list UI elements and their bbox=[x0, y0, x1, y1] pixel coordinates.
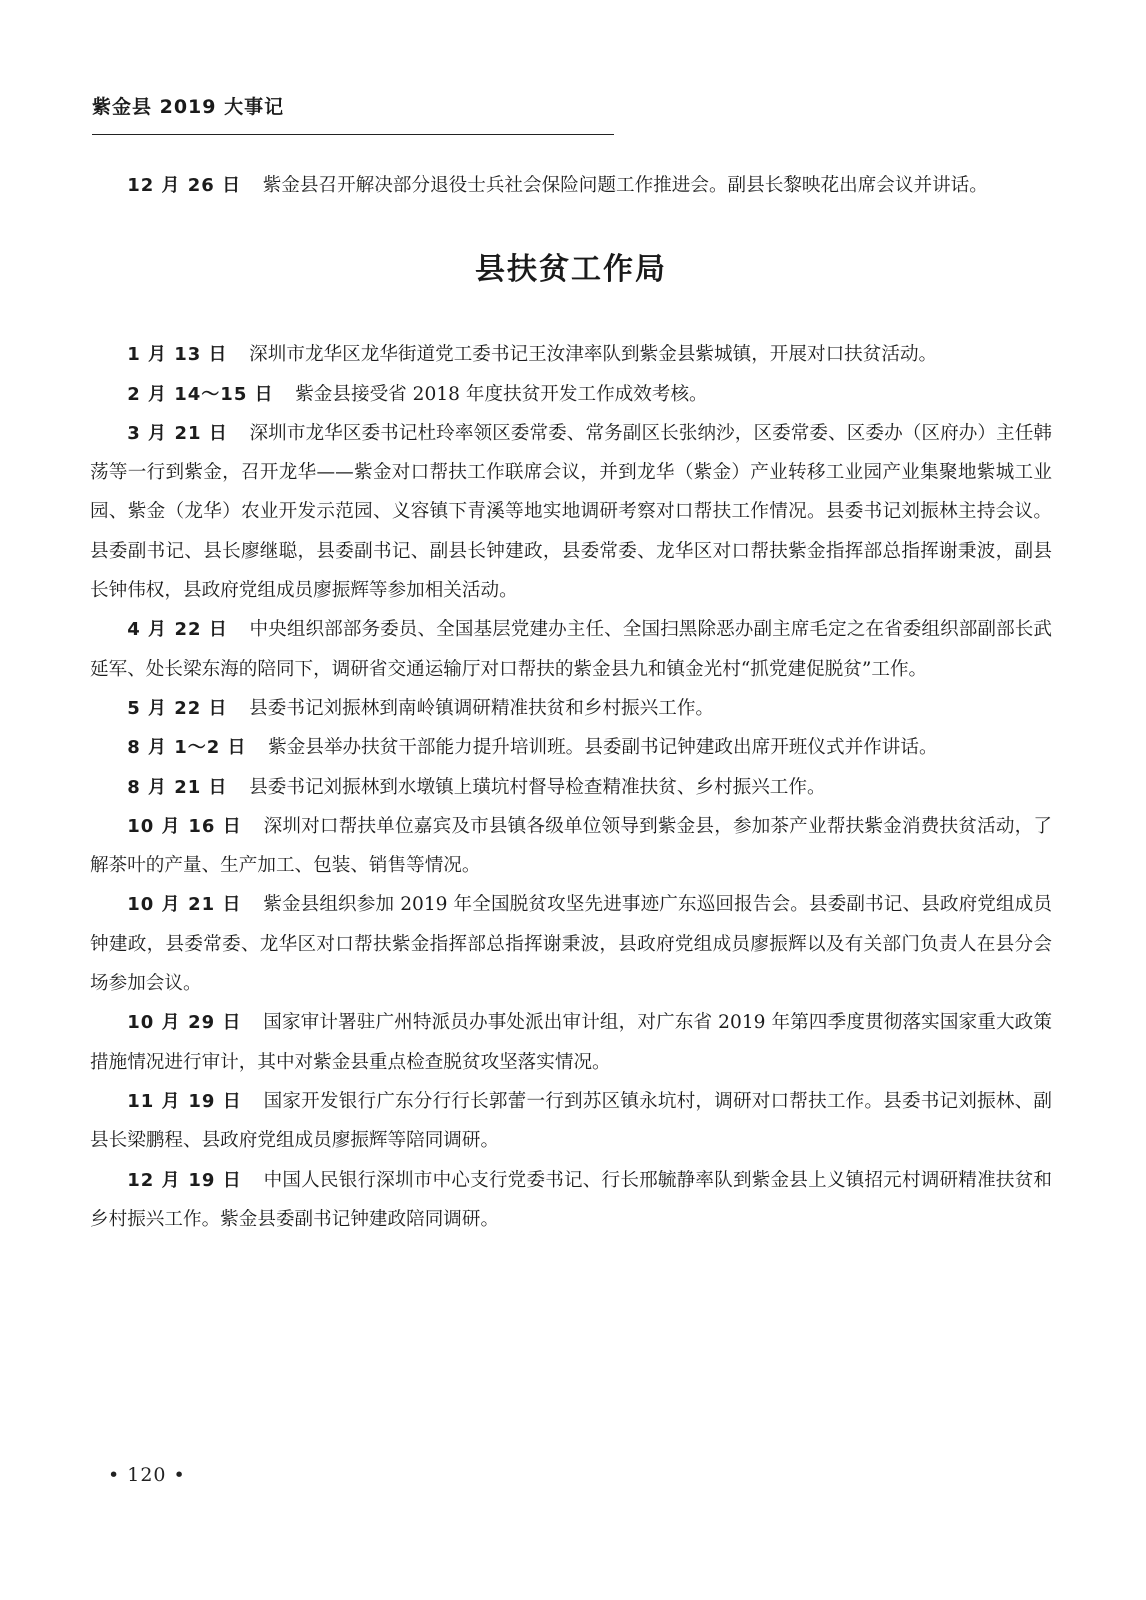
entry-text: 县委书记刘振林到水墩镇上璜坑村督导检查精准扶贫、乡村振兴工作。 bbox=[249, 776, 826, 798]
entry-item bbox=[90, 728, 1052, 767]
entry-date: 10 月 21 日 bbox=[127, 894, 242, 916]
entry-date: 10 月 29 日 bbox=[127, 1012, 242, 1034]
entry-item bbox=[90, 1003, 1052, 1082]
entry-text: 中央组织部部务委员、全国基层党建办主任、全国扫黑除恶办副主席毛定之在省委组织部副部长武延军、处长梁东海的陪同下，调研省交通运输厅对口帮扶的紫金县九和镇金光村“抓党建促脱贫”工作。 bbox=[90, 619, 1052, 680]
entry-date: 8 月 21 日 bbox=[127, 776, 228, 798]
entry-date: 11 月 19 日 bbox=[127, 1090, 242, 1112]
page-body bbox=[90, 166, 1052, 1239]
entry-item bbox=[90, 1082, 1052, 1161]
page-number: • 120 • bbox=[108, 1464, 186, 1486]
entry-date: 12 月 19 日 bbox=[127, 1169, 242, 1191]
entry-date: 1 月 13 日 bbox=[127, 344, 228, 366]
entry-text: 深圳市龙华区龙华街道党工委书记王汝津率队到紫金县紫城镇，开展对口扶贫活动。 bbox=[249, 344, 938, 366]
entry-date: 5 月 22 日 bbox=[127, 697, 228, 719]
entry-text: 深圳对口帮扶单位嘉宾及市县镇各级单位领导到紫金县，参加茶产业帮扶紫金消费扶贫活动，了解茶叶的产量、生产加工、包装、销售等情况。 bbox=[90, 815, 1052, 877]
entry-date: 3 月 21 日 bbox=[127, 422, 228, 444]
entry-item bbox=[90, 1161, 1052, 1240]
entry-date: 10 月 16 日 bbox=[127, 815, 242, 837]
entry-list bbox=[90, 335, 1052, 1239]
entry-text: 中国人民银行深圳市中心支行党委书记、行长邢毓静率队到紫金县上义镇招元村调研精准扶贫和乡村振兴工作。紫金县委副书记钟建政陪同调研。 bbox=[90, 1169, 1052, 1230]
entry-text: 深圳市龙华区委书记杜玲率领区委常委、常务副区长张纳沙，区委常委、区委办（区府办）主任韩荡等一行到紫金，召开龙华——紫金对口帮扶工作联席会议，并到龙华（紫金）产业转移工业园产业集聚地紫城工业园、紫金（龙华）农业开发示范园、义容镇下青溪等地实地调研考察对口帮扶工作情况。县委书记刘振林主持会议。县委副书记、县长廖继聪，县委副书记、副县长钟建政，县委常委、龙华区对口帮扶紫金指挥部总指挥谢秉波，副县长钟伟权，县政府党组成员廖振辉等参加相关活动。 bbox=[90, 422, 1052, 602]
entry-item bbox=[90, 414, 1052, 610]
header-rule bbox=[92, 134, 614, 135]
entry-item bbox=[90, 335, 1052, 374]
entry-item bbox=[90, 610, 1052, 689]
entry-text: 紫金县接受省 2018 年度扶贫开发工作成效考核。 bbox=[295, 383, 708, 405]
entry-date: 2 月 14～15 日 bbox=[127, 383, 274, 405]
entry-text: 县委书记刘振林到南岭镇调研精准扶贫和乡村振兴工作。 bbox=[249, 697, 715, 719]
entry-date: 12 月 26 日 bbox=[127, 175, 242, 196]
entry-date: 8 月 1～2 日 bbox=[127, 737, 247, 759]
entry-text: 紫金县召开解决部分退役士兵社会保险问题工作推进会。副县长黎映花出席会议并讲话。 bbox=[262, 175, 988, 196]
entry-text: 紫金县组织参加 2019 年全国脱贫攻坚先进事迹广东巡回报告会。县委副书记、县政府党组成员钟建政，县委常委、龙华区对口帮扶紫金指挥部总指挥谢秉波，县政府党组成员廖振辉以及有关部门负责人在县分会场参加会议。 bbox=[90, 894, 1052, 995]
section-title: 县扶贫工作局 bbox=[475, 252, 667, 288]
entry-item bbox=[90, 768, 1052, 807]
entry-item bbox=[90, 375, 1052, 414]
intro-entry bbox=[90, 166, 1052, 205]
entry-text: 紫金县举办扶贫干部能力提升培训班。县委副书记钟建政出席开班仪式并作讲话。 bbox=[268, 737, 938, 759]
entry-item bbox=[90, 807, 1052, 886]
entry-item bbox=[90, 689, 1052, 728]
entry-text: 国家审计署驻广州特派员办事处派出审计组，对广东省 2019 年第四季度贯彻落实国家重大政策措施情况进行审计，其中对紫金县重点检查脱贫攻坚落实情况。 bbox=[90, 1012, 1052, 1073]
entry-date: 4 月 22 日 bbox=[127, 619, 228, 641]
running-header-title: 紫金县 2019 大事记 bbox=[92, 96, 285, 118]
entry-text: 国家开发银行广东分行行长郭蕾一行到苏区镇永坑村，调研对口帮扶工作。县委书记刘振林、副县长梁鹏程、县政府党组成员廖振辉等陪同调研。 bbox=[90, 1090, 1052, 1152]
entry-item bbox=[90, 885, 1052, 1003]
